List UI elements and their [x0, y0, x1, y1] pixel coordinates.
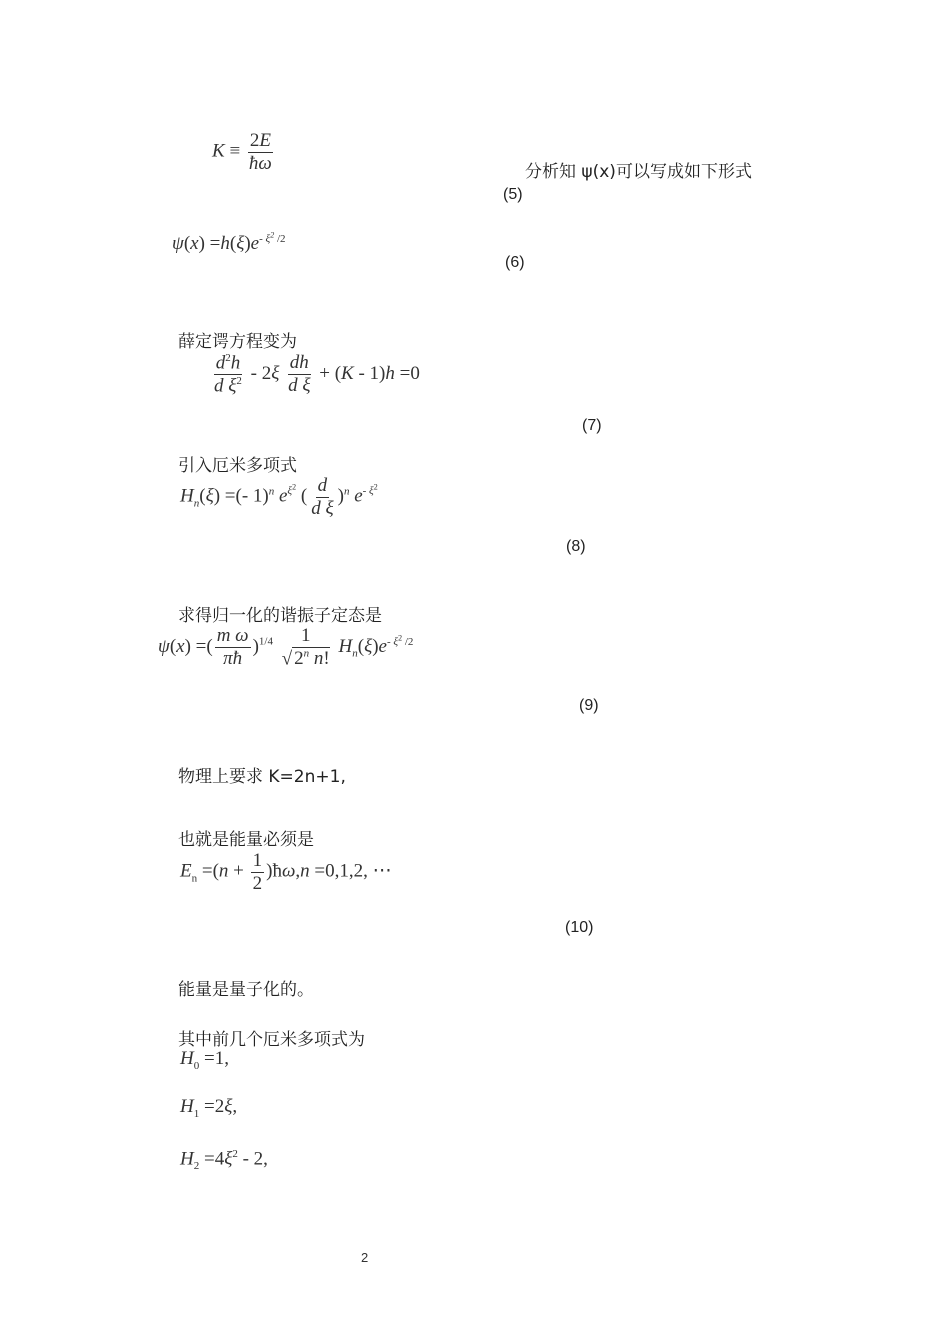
equation-h0: $H_0 =1$,: [180, 1048, 229, 1072]
equation-number-10: (10): [565, 919, 594, 936]
equation-number-9: (9): [579, 697, 599, 714]
equation-k-definition: K ≡ $\frac{2E}{ħ\omega}$: [212, 130, 272, 174]
equation-normalized-eigenstate: ψ(x) =( $\frac{\text{m ω}}{\pi ħ}$ )$^{1/4}$ $\frac{1}{√ 2^n n!}$ $H_n(\xi)e^{- \xi^2 /2}$: [158, 625, 414, 670]
equation-hermite-ode: $\frac{d^2h}{d \xi^2}$ - 2ξ $\frac{dh}{\text{d ξ}}$ + (K - 1)h =0: [214, 352, 420, 397]
equation-number-8: (8): [566, 538, 586, 555]
equation-number-7: (7): [582, 417, 602, 434]
hermite-intro-text: 引入厄米多项式: [178, 456, 297, 476]
equation-energy-levels: $E_n =(n$ + $\frac{1}{2}$ )ħω,n =0,1,2, ⋯: [180, 850, 392, 894]
schrodinger-text: 薛定谔方程变为: [178, 332, 297, 352]
page-number: 2: [361, 1250, 369, 1265]
equation-hermite-definition: $H_n(\xi)$ =(- 1)$^n$ $e^{\xi^2}$ ( $\frac{d}{\text{d ξ}}$ )$^n$ $e^{- \xi^2}$: [180, 475, 378, 519]
physical-requirement-text: 物理上要求 K=2n+1,: [178, 767, 346, 787]
intro-text: 分析知 ψ(x)可以写成如下形式: [525, 162, 752, 182]
energy-text: 也就是能量必须是: [178, 830, 314, 850]
quantized-text: 能量是量子化的。: [178, 980, 314, 1000]
first-few-hermite-text: 其中前几个厄米多项式为: [178, 1030, 365, 1050]
equation-h2: $H_2 =4\xi^2 - 2$,: [180, 1148, 268, 1173]
normalized-text: 求得归一化的谐振子定态是: [178, 606, 382, 626]
equation-number-6: (6): [505, 254, 525, 271]
equation-wavefunction-form: $\psi(x) =h(\xi)e^{- \xi^2 /2}$: [172, 230, 286, 254]
equation-number-5: (5): [503, 186, 523, 203]
equation-h1: $H_1 =2\xi$,: [180, 1096, 238, 1120]
